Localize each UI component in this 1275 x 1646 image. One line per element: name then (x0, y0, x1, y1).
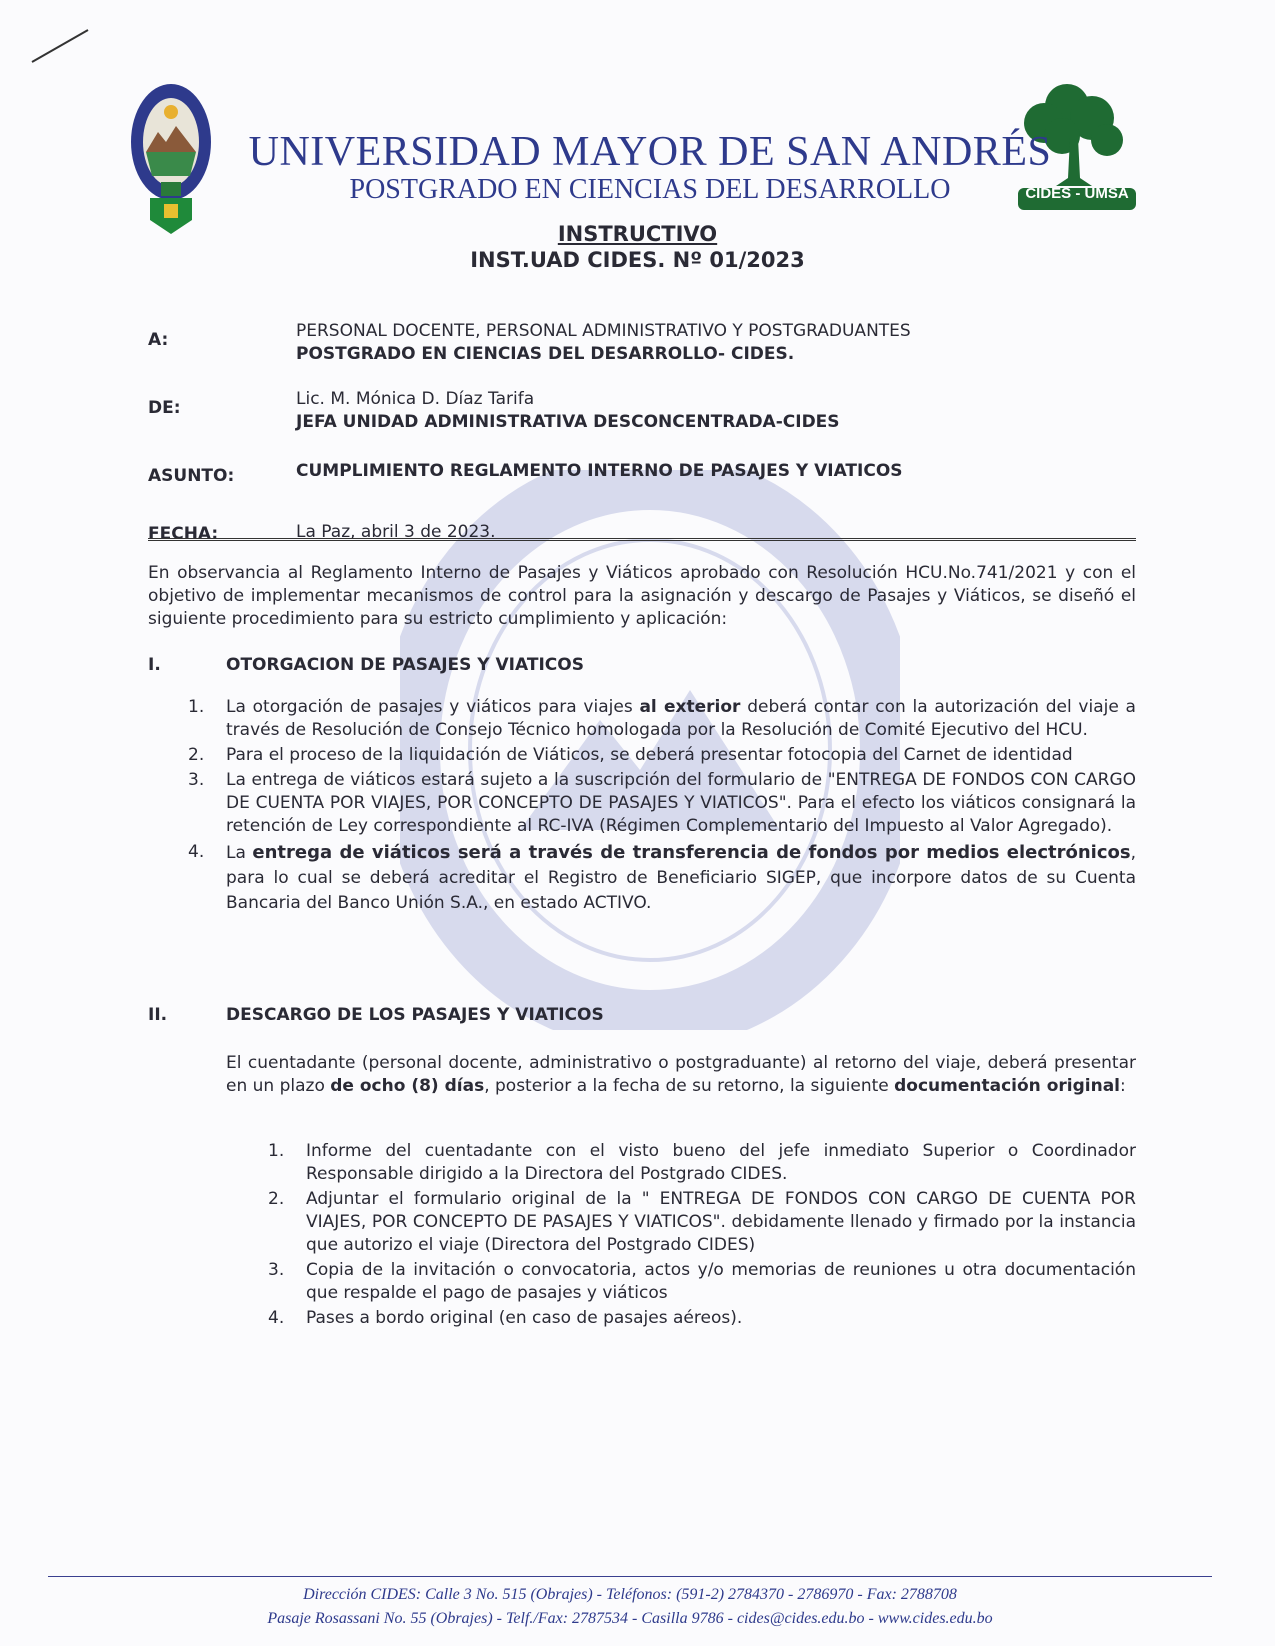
intro-paragraph: En observancia al Reglamento Interno de Pasajes y Viáticos aprobado con Resolución HCU.No.741/2021 y con el objetivo de implementar mecanismos de control para la asignación y descargo de Pasajes y Viáticos, se diseñó el siguiente procedimiento para su estricto cumplimiento y aplicación: (148, 563, 1136, 629)
footer-line-2: Pasaje Rosassani No. 55 (Obrajes) - Telf./Fax: 2787534 - Casilla 9786 - cides@cides.edu.bo - www.cides.edu.bo (267, 1610, 993, 1627)
list-item: 4. La entrega de viáticos será a través de transferencia de fondos por medios electrónicos, para lo cual se deberá acreditar el Registro de Beneficiario SIGEP, que incorpore datos de su Cuenta Bancaria del Banco Unión S.A., en estado ACTIVO. (188, 842, 1136, 913)
list-item: 1. Informe del cuentadante con el visto bueno del jefe inmediato Superior o Coordinador Responsable dirigido a la Directora del Postgrado CIDES. (268, 1141, 1136, 1184)
from-line-1: Lic. M. Mónica D. Díaz Tarifa (296, 389, 535, 409)
document-code: INST.UAD CIDES. Nº 01/2023 (470, 248, 805, 272)
to-line-1: PERSONAL DOCENTE, PERSONAL ADMINISTRATIVO Y POSTGRADUANTES (296, 321, 911, 341)
footer-divider (48, 1576, 1212, 1577)
section-1-list (188, 696, 1136, 918)
university-name: UNIVERSIDAD MAYOR DE SAN ANDRÉS (248, 129, 1052, 175)
cides-umsa-badge: CIDES - UMSA (1025, 185, 1129, 202)
list-item: 1. La otorgación de pasajes y viáticos para viajes al exterior deberá contar con la autorización del viaje a través de Resolución de Consejo Técnico homologada por la Resolución de Comité Ejecutivo del HCU. (188, 697, 1136, 740)
subject-label: ASUNTO: (148, 466, 235, 486)
list-item: 3. La entrega de viáticos estará sujeto a la suscripción del formulario de "ENTREGA DE FONDOS CON CARGO DE CUENTA POR VIAJES, POR CONCEPTO DE PASAJES Y VIATICOS". Para el efecto los viáticos consignará la retención de Ley correspondiente al RC-IVA (Régimen Complementario del Impuesto al Valor Agregado). (188, 770, 1136, 836)
list-item: 4. Pases a bordo original (en caso de pasajes aéreos). (268, 1308, 743, 1328)
section-1-number: I. (148, 655, 161, 675)
header-divider (148, 538, 1136, 541)
section-2-intro: El cuentadante (personal docente, administrativo o postgraduante) al retorno del viaje, deberá presentar en un plazo de ocho (8) días, posterior a la fecha de su retorno, la siguiente documentación original: (226, 1053, 1136, 1096)
section-2-number: II. (148, 1005, 168, 1025)
list-item: 3. Copia de la invitación o convocatoria, actos y/o memorias de reuniones u otra documentación que respalde el pago de pasajes y viáticos (268, 1260, 1136, 1303)
section-2-title: DESCARGO DE LOS PASAJES Y VIATICOS (226, 1005, 604, 1025)
section-1-title: OTORGACION DE PASAJES Y VIATICOS (226, 655, 584, 675)
section-2-list (268, 1140, 1136, 1332)
date-value: La Paz, abril 3 de 2023. (296, 522, 496, 542)
postgrado-name: POSTGRADO EN CIENCIAS DEL DESARROLLO (349, 174, 951, 205)
from-line-2: JEFA UNIDAD ADMINISTRATIVA DESCONCENTRADA-CIDES (296, 412, 840, 432)
subject-value: CUMPLIMIENTO REGLAMENTO INTERNO DE PASAJES Y VIATICOS (296, 461, 903, 481)
to-line-2: POSTGRADO EN CIENCIAS DEL DESARROLLO- CIDES. (296, 344, 795, 364)
from-label: DE: (148, 398, 181, 418)
document-title: INSTRUCTIVO (557, 222, 718, 246)
to-label: A: (148, 330, 169, 350)
list-item: 2. Adjuntar el formulario original de la " ENTREGA DE FONDOS CON CARGO DE CUENTA POR VIAJES, POR CONCEPTO DE PASAJES Y VIATICOS". debidamente llenado y firmado por la instancia que autorizo el viaje (Directora del Postgrado CIDES) (268, 1189, 1136, 1255)
pen-stroke-mark (30, 28, 90, 64)
footer-line-1: Dirección CIDES: Calle 3 No. 515 (Obrajes) - Teléfonos: (591-2) 2784370 - 2786970 - Fax: 2788708 (303, 1586, 957, 1603)
date-label: FECHA: (148, 524, 219, 544)
list-item: 2. Para el proceso de la liquidación de Viáticos, se deberá presentar fotocopia del Carnet de identidad (188, 745, 1073, 765)
